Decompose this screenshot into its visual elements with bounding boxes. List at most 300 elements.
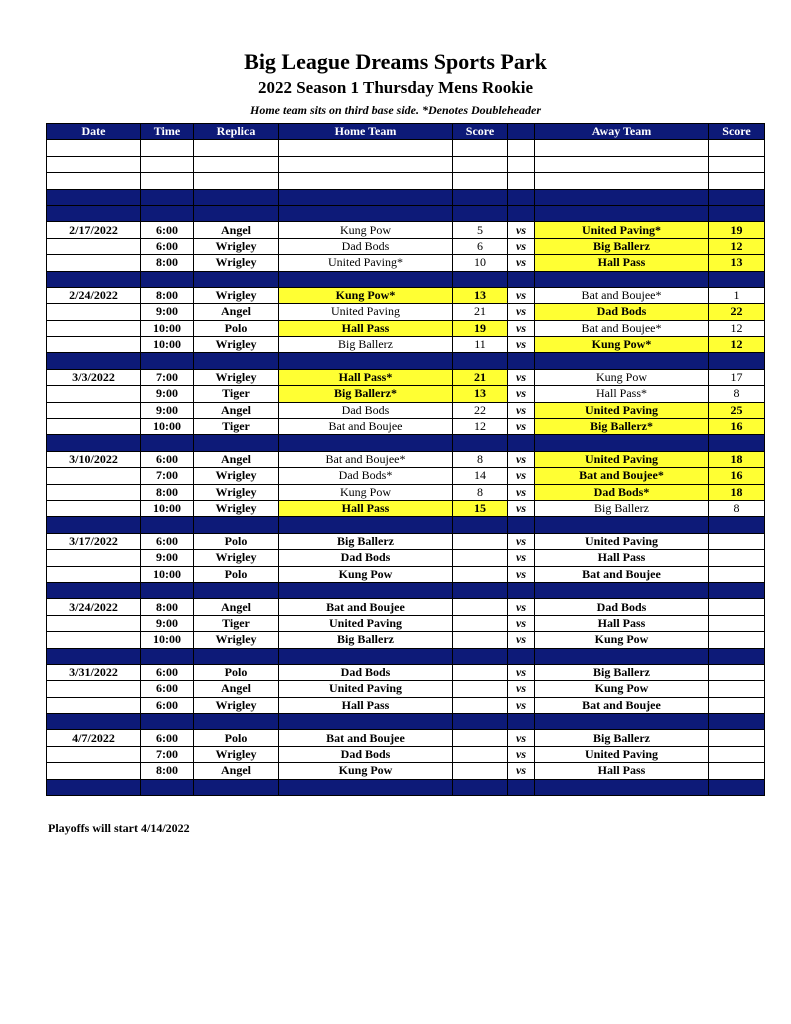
away-score: 22 <box>709 304 765 320</box>
game-row <box>47 550 765 566</box>
game-time: 9:00 <box>141 615 194 631</box>
game-replica: Polo <box>194 664 279 680</box>
vs-label: vs <box>508 730 535 746</box>
separator-cell <box>508 582 535 598</box>
week-separator <box>47 714 765 730</box>
blank-row <box>47 140 765 156</box>
separator-cell <box>508 648 535 664</box>
game-time: 8:00 <box>141 484 194 500</box>
home-team: Bat and Boujee <box>279 419 453 435</box>
game-row <box>47 304 765 320</box>
game-date: 3/3/2022 <box>47 369 141 385</box>
separator-cell <box>453 648 508 664</box>
away-score: 12 <box>709 337 765 353</box>
week-separator <box>47 189 765 205</box>
vs-label: vs <box>508 369 535 385</box>
separator-cell <box>535 205 709 221</box>
separator-cell <box>508 517 535 533</box>
column-header-date: Date <box>47 124 141 140</box>
game-replica: Polo <box>194 533 279 549</box>
home-score <box>453 763 508 779</box>
blank-cell <box>194 140 279 156</box>
game-time: 6:00 <box>141 451 194 467</box>
game-date: 4/7/2022 <box>47 730 141 746</box>
game-row <box>47 500 765 516</box>
game-date: 2/24/2022 <box>47 287 141 303</box>
vs-label: vs <box>508 320 535 336</box>
home-team: Kung Pow <box>279 763 453 779</box>
separator-cell <box>279 714 453 730</box>
vs-label: vs <box>508 304 535 320</box>
separator-cell <box>535 353 709 369</box>
home-team: Kung Pow <box>279 566 453 582</box>
game-row <box>47 451 765 467</box>
home-score: 10 <box>453 255 508 271</box>
home-score: 5 <box>453 222 508 238</box>
game-time: 8:00 <box>141 287 194 303</box>
home-team: Big Ballerz <box>279 337 453 353</box>
game-time: 6:00 <box>141 730 194 746</box>
separator-cell <box>47 582 141 598</box>
game-time: 7:00 <box>141 369 194 385</box>
game-row <box>47 615 765 631</box>
separator-cell <box>508 779 535 795</box>
home-team: United Paving <box>279 304 453 320</box>
away-score: 18 <box>709 451 765 467</box>
separator-cell <box>709 435 765 451</box>
vs-label: vs <box>508 681 535 697</box>
blank-cell <box>508 156 535 172</box>
home-team: Hall Pass <box>279 320 453 336</box>
home-team: Dad Bods <box>279 402 453 418</box>
away-team: United Paving <box>535 746 709 762</box>
game-replica: Wrigley <box>194 337 279 353</box>
blank-cell <box>535 140 709 156</box>
game-row <box>47 533 765 549</box>
away-score: 8 <box>709 500 765 516</box>
game-row <box>47 369 765 385</box>
vs-label: vs <box>508 664 535 680</box>
home-team: Hall Pass <box>279 697 453 713</box>
away-team: Bat and Boujee* <box>535 287 709 303</box>
game-date <box>47 255 141 271</box>
game-time: 10:00 <box>141 419 194 435</box>
game-time: 8:00 <box>141 255 194 271</box>
home-score: 12 <box>453 419 508 435</box>
game-replica: Angel <box>194 451 279 467</box>
separator-cell <box>535 271 709 287</box>
away-score <box>709 664 765 680</box>
home-team: Dad Bods* <box>279 468 453 484</box>
separator-cell <box>508 353 535 369</box>
away-score: 12 <box>709 238 765 254</box>
separator-cell <box>453 353 508 369</box>
away-score: 16 <box>709 468 765 484</box>
game-date <box>47 697 141 713</box>
blank-cell <box>709 173 765 189</box>
game-date <box>47 550 141 566</box>
blank-cell <box>141 156 194 172</box>
away-team: Dad Bods* <box>535 484 709 500</box>
away-team: Bat and Boujee <box>535 697 709 713</box>
home-score: 14 <box>453 468 508 484</box>
blank-cell <box>194 156 279 172</box>
away-team: Big Ballerz <box>535 664 709 680</box>
game-time: 6:00 <box>141 533 194 549</box>
away-team: Big Ballerz <box>535 730 709 746</box>
away-team: Bat and Boujee* <box>535 468 709 484</box>
game-time: 9:00 <box>141 550 194 566</box>
separator-cell <box>47 353 141 369</box>
separator-cell <box>194 435 279 451</box>
away-score <box>709 730 765 746</box>
game-row <box>47 320 765 336</box>
separator-cell <box>453 189 508 205</box>
game-date <box>47 304 141 320</box>
home-team: Hall Pass <box>279 500 453 516</box>
game-date <box>47 632 141 648</box>
week-separator <box>47 517 765 533</box>
game-time: 10:00 <box>141 566 194 582</box>
game-row <box>47 599 765 615</box>
separator-cell <box>709 779 765 795</box>
separator-cell <box>194 205 279 221</box>
game-row <box>47 664 765 680</box>
game-row <box>47 419 765 435</box>
separator-cell <box>453 714 508 730</box>
home-team: Dad Bods <box>279 746 453 762</box>
separator-cell <box>279 189 453 205</box>
away-team: Kung Pow <box>535 681 709 697</box>
home-score <box>453 746 508 762</box>
game-row <box>47 697 765 713</box>
blank-cell <box>535 156 709 172</box>
game-replica: Wrigley <box>194 468 279 484</box>
game-time: 8:00 <box>141 599 194 615</box>
separator-cell <box>141 517 194 533</box>
away-team: Kung Pow* <box>535 337 709 353</box>
separator-cell <box>508 714 535 730</box>
away-team: Big Ballerz <box>535 500 709 516</box>
game-row <box>47 763 765 779</box>
away-team: Dad Bods <box>535 304 709 320</box>
game-replica: Wrigley <box>194 287 279 303</box>
away-team: United Paving <box>535 533 709 549</box>
home-score: 21 <box>453 304 508 320</box>
game-replica: Tiger <box>194 615 279 631</box>
away-team: Hall Pass* <box>535 386 709 402</box>
blank-cell <box>141 173 194 189</box>
home-team: Bat and Boujee <box>279 730 453 746</box>
home-team: Big Ballerz <box>279 533 453 549</box>
vs-label: vs <box>508 697 535 713</box>
game-replica: Wrigley <box>194 550 279 566</box>
game-replica: Wrigley <box>194 746 279 762</box>
separator-cell <box>47 648 141 664</box>
game-replica: Tiger <box>194 419 279 435</box>
away-score: 19 <box>709 222 765 238</box>
game-date <box>47 402 141 418</box>
blank-cell <box>194 173 279 189</box>
vs-label: vs <box>508 632 535 648</box>
away-score: 13 <box>709 255 765 271</box>
game-time: 6:00 <box>141 664 194 680</box>
away-score <box>709 599 765 615</box>
separator-cell <box>47 205 141 221</box>
game-replica: Angel <box>194 763 279 779</box>
home-team: Kung Pow* <box>279 287 453 303</box>
blank-cell <box>279 140 453 156</box>
home-team: Bat and Boujee <box>279 599 453 615</box>
schedule-subtitle: 2022 Season 1 Thursday Mens Rookie <box>257 78 534 97</box>
separator-cell <box>508 205 535 221</box>
vs-label: vs <box>508 287 535 303</box>
blank-row <box>47 156 765 172</box>
game-date <box>47 484 141 500</box>
away-team: Hall Pass <box>535 550 709 566</box>
game-replica: Angel <box>194 599 279 615</box>
home-team: Dad Bods <box>279 550 453 566</box>
game-time: 7:00 <box>141 468 194 484</box>
home-score <box>453 697 508 713</box>
separator-cell <box>508 435 535 451</box>
vs-label: vs <box>508 238 535 254</box>
away-team: Bat and Boujee* <box>535 320 709 336</box>
away-score <box>709 697 765 713</box>
game-replica: Wrigley <box>194 484 279 500</box>
home-score <box>453 730 508 746</box>
game-row <box>47 484 765 500</box>
home-team: United Paving* <box>279 255 453 271</box>
game-date: 3/31/2022 <box>47 664 141 680</box>
game-time: 6:00 <box>141 681 194 697</box>
game-date: 3/24/2022 <box>47 599 141 615</box>
game-date <box>47 566 141 582</box>
separator-cell <box>535 779 709 795</box>
away-score <box>709 550 765 566</box>
game-time: 9:00 <box>141 304 194 320</box>
separator-cell <box>709 353 765 369</box>
game-date <box>47 337 141 353</box>
separator-cell <box>141 582 194 598</box>
separator-cell <box>508 189 535 205</box>
away-score <box>709 566 765 582</box>
separator-cell <box>279 353 453 369</box>
home-team: Hall Pass* <box>279 369 453 385</box>
away-score: 17 <box>709 369 765 385</box>
away-team: Kung Pow <box>535 369 709 385</box>
separator-cell <box>141 435 194 451</box>
home-team: Dad Bods <box>279 664 453 680</box>
separator-cell <box>453 271 508 287</box>
home-score: 19 <box>453 320 508 336</box>
home-team: Big Ballerz* <box>279 386 453 402</box>
game-row <box>47 730 765 746</box>
game-row <box>47 287 765 303</box>
away-score: 12 <box>709 320 765 336</box>
column-header-vs <box>508 124 535 140</box>
home-team: United Paving <box>279 615 453 631</box>
game-replica: Polo <box>194 730 279 746</box>
vs-label: vs <box>508 222 535 238</box>
home-score <box>453 533 508 549</box>
home-score: 11 <box>453 337 508 353</box>
separator-cell <box>47 435 141 451</box>
away-score: 1 <box>709 287 765 303</box>
separator-cell <box>709 714 765 730</box>
game-replica: Angel <box>194 402 279 418</box>
home-team: Kung Pow <box>279 484 453 500</box>
separator-cell <box>47 517 141 533</box>
away-score <box>709 681 765 697</box>
game-row <box>47 255 765 271</box>
game-date <box>47 500 141 516</box>
blank-cell <box>453 156 508 172</box>
separator-cell <box>279 205 453 221</box>
game-row <box>47 337 765 353</box>
separator-cell <box>194 517 279 533</box>
game-replica: Tiger <box>194 386 279 402</box>
separator-cell <box>709 648 765 664</box>
week-separator <box>47 271 765 287</box>
away-score <box>709 763 765 779</box>
game-time: 6:00 <box>141 697 194 713</box>
away-team: United Paving <box>535 451 709 467</box>
separator-cell <box>453 582 508 598</box>
blank-cell <box>453 140 508 156</box>
away-score <box>709 632 765 648</box>
home-score: 22 <box>453 402 508 418</box>
home-team: Big Ballerz <box>279 632 453 648</box>
home-score <box>453 599 508 615</box>
separator-cell <box>279 582 453 598</box>
separator-cell <box>535 648 709 664</box>
game-time: 10:00 <box>141 320 194 336</box>
game-row <box>47 468 765 484</box>
away-team: Big Ballerz <box>535 238 709 254</box>
away-score: 8 <box>709 386 765 402</box>
home-score: 8 <box>453 484 508 500</box>
blank-cell <box>535 173 709 189</box>
game-row <box>47 222 765 238</box>
game-time: 9:00 <box>141 402 194 418</box>
separator-cell <box>709 271 765 287</box>
away-score: 16 <box>709 419 765 435</box>
game-row <box>47 681 765 697</box>
vs-label: vs <box>508 566 535 582</box>
week-separator <box>47 353 765 369</box>
separator-cell <box>141 714 194 730</box>
vs-label: vs <box>508 484 535 500</box>
separator-cell <box>47 189 141 205</box>
vs-label: vs <box>508 500 535 516</box>
game-time: 9:00 <box>141 386 194 402</box>
away-score: 18 <box>709 484 765 500</box>
vs-label: vs <box>508 419 535 435</box>
vs-label: vs <box>508 386 535 402</box>
game-time: 10:00 <box>141 337 194 353</box>
home-score <box>453 615 508 631</box>
separator-cell <box>279 779 453 795</box>
game-row <box>47 566 765 582</box>
vs-label: vs <box>508 337 535 353</box>
game-replica: Polo <box>194 320 279 336</box>
away-score <box>709 533 765 549</box>
game-replica: Wrigley <box>194 238 279 254</box>
vs-label: vs <box>508 533 535 549</box>
separator-cell <box>279 517 453 533</box>
game-date <box>47 763 141 779</box>
separator-cell <box>508 271 535 287</box>
game-time: 10:00 <box>141 632 194 648</box>
blank-cell <box>47 156 141 172</box>
table-header-row <box>47 124 765 140</box>
column-header-replica: Replica <box>194 124 279 140</box>
blank-cell <box>141 140 194 156</box>
game-replica: Wrigley <box>194 255 279 271</box>
game-time: 6:00 <box>141 238 194 254</box>
separator-cell <box>453 205 508 221</box>
home-score <box>453 566 508 582</box>
separator-cell <box>279 648 453 664</box>
home-score <box>453 664 508 680</box>
game-date <box>47 681 141 697</box>
game-date: 3/10/2022 <box>47 451 141 467</box>
separator-cell <box>141 189 194 205</box>
week-separator <box>47 435 765 451</box>
home-team: Dad Bods <box>279 238 453 254</box>
separator-cell <box>194 582 279 598</box>
game-replica: Wrigley <box>194 632 279 648</box>
home-score <box>453 632 508 648</box>
separator-cell <box>141 648 194 664</box>
vs-label: vs <box>508 746 535 762</box>
separator-cell <box>194 779 279 795</box>
game-date <box>47 615 141 631</box>
week-separator <box>47 779 765 795</box>
separator-cell <box>194 271 279 287</box>
vs-label: vs <box>508 402 535 418</box>
away-team: Hall Pass <box>535 763 709 779</box>
column-header-home-score: Score <box>453 124 508 140</box>
away-team: Kung Pow <box>535 632 709 648</box>
vs-label: vs <box>508 255 535 271</box>
home-score <box>453 681 508 697</box>
week-separator <box>47 648 765 664</box>
game-replica: Polo <box>194 566 279 582</box>
blank-cell <box>508 173 535 189</box>
separator-cell <box>535 189 709 205</box>
separator-cell <box>709 205 765 221</box>
blank-cell <box>508 140 535 156</box>
blank-cell <box>453 173 508 189</box>
separator-cell <box>453 779 508 795</box>
game-replica: Wrigley <box>194 369 279 385</box>
vs-label: vs <box>508 451 535 467</box>
separator-cell <box>535 582 709 598</box>
separator-cell <box>709 582 765 598</box>
game-replica: Angel <box>194 304 279 320</box>
separator-cell <box>535 714 709 730</box>
page-title: Big League Dreams Sports Park <box>244 49 547 74</box>
home-team: Kung Pow <box>279 222 453 238</box>
away-team: Hall Pass <box>535 255 709 271</box>
home-score <box>453 550 508 566</box>
separator-cell <box>141 353 194 369</box>
game-date <box>47 468 141 484</box>
away-team: Big Ballerz* <box>535 419 709 435</box>
home-score: 13 <box>453 386 508 402</box>
